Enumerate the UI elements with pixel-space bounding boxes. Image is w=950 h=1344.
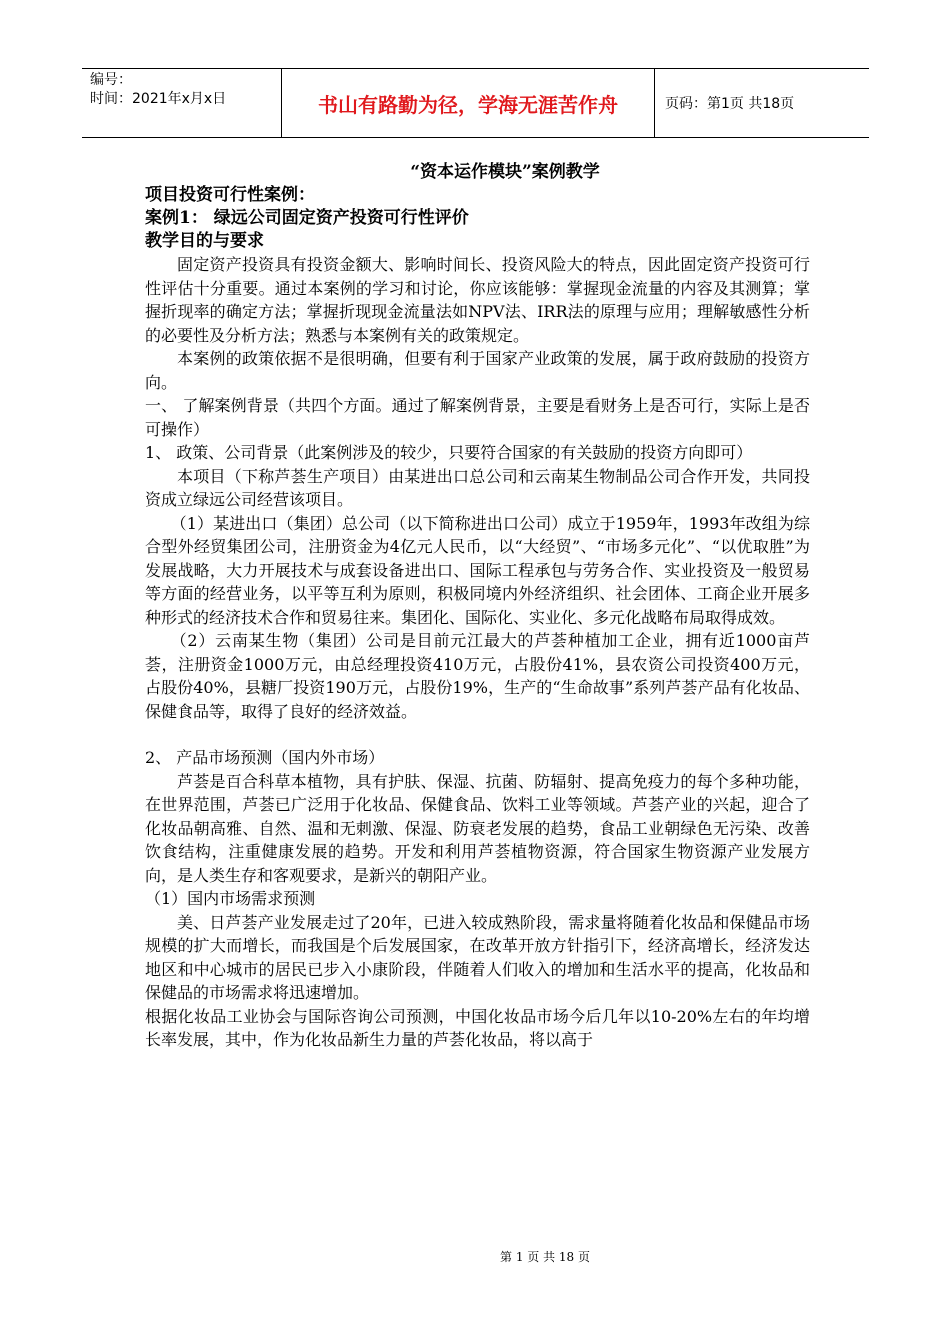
objectives-heading: 教学目的与要求 [145,231,264,251]
page-label: 页码：第1页 共18页 [665,96,795,112]
document-title: “资本运作模块”案例教学 [410,162,600,182]
paragraph: 本案例的政策依据不是很明确，但要有利于国家产业政策的发展，属于政府鼓励的投资方向。 [145,349,810,392]
paragraph: 根据化妆品工业协会与国际咨询公司预测，中国化妆品市场今后几年以10-20%左右的年均增长率发展，其中，作为化妆品新生力量的芦荟化妆品，将以高于 [145,1006,810,1049]
paragraph: 1、 政策、公司背景（此案例涉及的较少，只要符合国家的有关鼓励的投资方向即可） [145,443,753,462]
paragraph: 一、 了解案例背景（共四个方面。通过了解案例背景，主要是看财务上是否可行，实际上是否可操作） [145,396,810,439]
paragraph: （2）云南某生物（集团）公司是目前元江最大的芦荟种植加工企业，拥有近1000亩芦荟，注册资金1000万元，由总经理投资410万元，占股份41%，县农资公司投资400万元，占股份40%，县糖厂投资190万元，占股份19%，生产的“生命故事”系列芦荟产品有化妆品、保健食品等，取得了良好的经济效益。 [145,631,810,721]
section-label: 项目投资可行性案例： [145,185,315,205]
number-label: 编号： [90,72,132,88]
paragraph: （1）国内市场需求预测 [145,889,316,908]
paragraph: 本项目（下称芦荟生产项目）由某进出口总公司和云南某生物制品公司合作开发，共同投资成立绿远公司经营该项目。 [145,466,810,509]
paragraph: 美、日芦荟产业发展走过了20年，已进入较成熟阶段，需求量将随着化妆品和保健品市场规模的扩大而增长，而我国是个后发展国家，在改革开放方针指引下，经济高增长，经济发达地区和中心城市的居民已步入小康阶段，伴随着人们收入的增加和生活水平的提高，化妆品和保健品的市场需求将迅速增加。 [145,912,810,1002]
paragraph: 2、 产品市场预测（国内外市场） [145,748,385,767]
document-body [145,160,810,1052]
motto: 书山有路勤为径，学海无涯苦作舟 [282,69,655,137]
header-table [82,68,869,138]
paragraph: 固定资产投资具有投资金额大、影响时间长、投资风险大的特点，因此固定资产投资可行性评估十分重要。通过本案例的学习和讨论，你应该能够：掌握现金流量的内容及其测算；掌握折现率的确定方法；掌握折现现金流量法如NPV法、IRR法的原理与应用；理解敏感性分析的必要性及分析方法；熟悉与本案例有关的政策规定。 [145,255,810,345]
page-footer: 第 1 页 共 18 页 [500,1250,590,1264]
spacer [145,723,810,746]
paragraph: （1）某进出口（集团）总公司（以下简称进出口公司）成立于1959年，1993年改组为综合型外经贸集团公司，注册资金为4亿元人民币，以“大经贸”、“市场多元化”、“以优取胜”为发展战略，大力开展技术与成套设备进出口、国际工程承包与劳务合作、实业投资及一般贸易等方面的经营业务，以平等互利为原则，积极同境内外经济组织、社会团体、工商企业开展多种形式的经济技术合作和贸易往来。集团化、国际化、实业化、多元化战略布局取得成效。 [145,513,810,627]
paragraph: 芦荟是百合科草本植物，具有护肤、保湿、抗菌、防辐射、提高免疫力的每个多种功能，在世界范围，芦荟已广泛用于化妆品、保健食品、饮料工业等领域。芦荟产业的兴起，迎合了化妆品朝高雅、自然、温和无刺激、保湿、防衰老发展的趋势，食品工业朝绿色无污染、改善饮食结构，注重健康发展的趋势。开发和利用芦荟植物资源，符合国家生物资源产业发展方向，是人类生存和客观要求，是新兴的朝阳产业。 [145,771,810,885]
time-label: 时间：2021年x月x日 [90,91,227,107]
header-info [82,69,282,137]
case-title: 案例1： 绿远公司固定资产投资可行性评价 [145,208,469,228]
